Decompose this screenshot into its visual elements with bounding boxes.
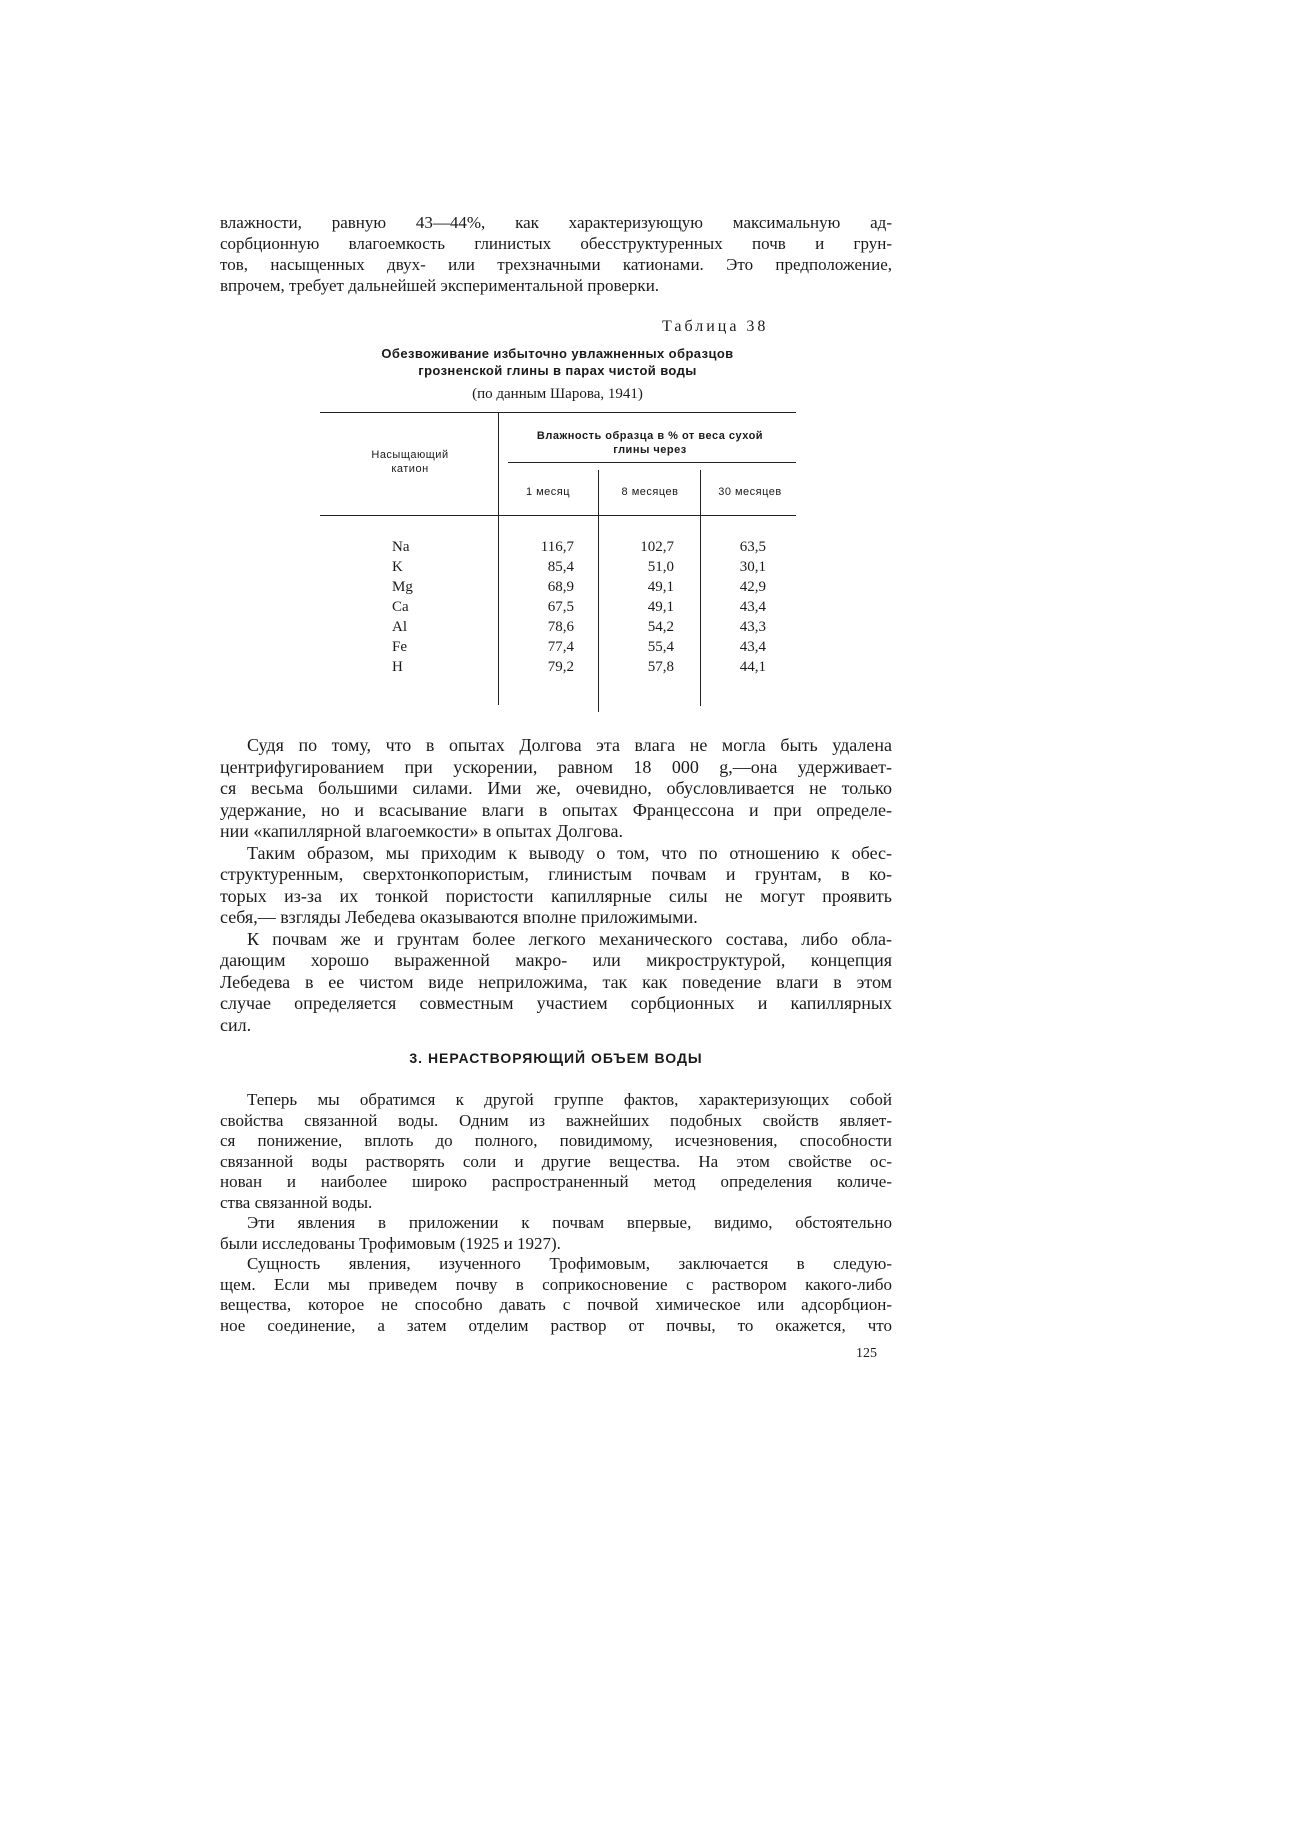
table-cell: 43,3: [739, 619, 766, 635]
table-title-line: грозненской глины в парах чистой воды: [418, 363, 697, 378]
table-cell: 78,6: [547, 619, 574, 635]
table-row-header-line: Насыщающий: [371, 449, 449, 461]
table-column-rule: [498, 412, 499, 705]
table-column-header: 30 месяцев: [718, 486, 782, 498]
table-cell-cation: Ca: [392, 599, 409, 615]
text-line: случае определяется совместным участием сорбционных и капиллярных: [220, 993, 892, 1013]
text-line: связанной воды растворять соли и другие вещества. На этом свойстве ос-: [220, 1151, 892, 1171]
table-cell: 44,1: [739, 659, 766, 675]
table-header-bottom-rule: [320, 515, 796, 516]
table-cell: 42,9: [739, 579, 766, 595]
table-cell: 57,8: [647, 659, 674, 675]
table-caption: Таблица 38: [662, 318, 769, 335]
text-line: К почвам же и грунтам более легкого механического состава, либо обла-: [247, 928, 892, 949]
text-line: Сущность явления, изученного Трофимовым, заключается в следую-: [247, 1254, 892, 1273]
text-line: ся весьма большими силами. Ими же, очевидно, обусловливается не только: [220, 778, 892, 798]
text-line: ное соединение, а затем отделим раствор от почвы, то окажется, что: [220, 1315, 892, 1335]
table-group-header-line: глины через: [613, 444, 687, 456]
text-line: Эти явления в приложении к почвам впервые, видимо, обстоятельно: [247, 1213, 892, 1232]
table-cell: 68,9: [547, 579, 574, 595]
table-cell: 43,4: [739, 599, 766, 615]
text-line: сил.: [220, 1014, 252, 1035]
text-line: сорбционную влагоемкость глинистых обесструктуренных почв и грун-: [220, 234, 892, 253]
table-top-rule: [320, 412, 796, 413]
body-text: [220, 735, 892, 1036]
table-cell-cation: K: [392, 559, 403, 575]
section-heading: 3. НЕРАСТВОРЯЮЩИЙ ОБЪЕМ ВОДЫ: [409, 1050, 703, 1066]
table-group-header: [505, 429, 795, 457]
table-cell: 77,4: [547, 639, 574, 655]
text-line: были исследованы Трофимовым (1925 и 1927).: [220, 1233, 561, 1253]
text-line: себя,— взгляды Лебедева оказываются вполне приложимыми.: [220, 907, 698, 927]
table-cell-cation: Fe: [392, 639, 407, 655]
text-line: ся понижение, вплоть до полного, повидимому, исчезновения, способности: [220, 1131, 892, 1150]
page-number: 125: [856, 1346, 877, 1361]
table-subheader-rule: [508, 462, 796, 463]
text-line: торых из-за их тонкой пористости капиллярные силы не могут проявить: [220, 885, 892, 906]
table-cell: 116,7: [540, 539, 574, 555]
table-source: (по данным Шарова, 1941): [472, 386, 643, 402]
table-cell: 49,1: [647, 599, 674, 615]
table-row-header-line: катион: [391, 463, 429, 475]
table-column-rule: [598, 470, 599, 712]
text-line: ства связанной воды.: [220, 1192, 373, 1212]
text-line: нован и наиболее широко распространенный метод определения количе-: [220, 1172, 892, 1191]
text-line: центрифугированием при ускорении, равном 18 000 g,—она удерживает-: [220, 756, 892, 777]
table-title-line: Обезвоживание избыточно увлажненных образцов: [381, 346, 734, 361]
table-group-header-line: Влажность образца в % от веса сухой: [536, 430, 764, 442]
table-column-header: 8 месяцев: [621, 486, 679, 498]
table-cell-cation: Al: [392, 619, 407, 635]
text-line: нии «капиллярной влагоемкости» в опытах Долгова.: [220, 821, 623, 841]
text-line: удержание, но и всасывание влаги в опытах Францессона и при определе-: [220, 799, 892, 820]
table-cell-cation: Na: [392, 539, 410, 555]
table-cell: 79,2: [547, 659, 574, 675]
table-cell: 30,1: [739, 559, 766, 575]
table-cell: 49,1: [647, 579, 674, 595]
table-column-rule: [700, 470, 701, 706]
text-line: щем. Если мы приведем почву в соприкосновение с раствором какого-либо: [220, 1274, 892, 1294]
table-column-header: 1 месяц: [525, 486, 571, 498]
text-line: свойства связанной воды. Одним из важнейших подобных свойств являет-: [220, 1110, 892, 1130]
text-line: влажности, равную 43—44%, как характеризующую максимальную ад-: [220, 213, 892, 232]
text-line: впрочем, требует дальнейшей экспериментальной проверки.: [220, 276, 660, 295]
text-line: Лебедева в ее чистом виде неприложима, так как поведение влаги в этом: [220, 971, 892, 992]
table-cell: 51,0: [647, 559, 674, 575]
table-cell: 102,7: [640, 539, 674, 555]
table-title: [320, 345, 795, 379]
text-line: тов, насыщенных двух- или трехзначными катионами. Это предположение,: [220, 255, 892, 274]
table-cell: 85,4: [547, 559, 574, 575]
table-cell: 54,2: [647, 619, 674, 635]
text-line: вещества, которое не способно давать с почвой химическое или адсорбцион-: [220, 1295, 892, 1314]
text-line: Таким образом, мы приходим к выводу о том, что по отношению к обес-: [247, 842, 892, 863]
text-line: дающим хорошо выраженной макро- или микроструктурой, концепция: [220, 950, 892, 970]
table-row-header: [330, 448, 490, 476]
section-text: [220, 1090, 892, 1336]
table-cell: 55,4: [647, 639, 674, 655]
table-cell: 43,4: [739, 639, 766, 655]
text-line: Судя по тому, что в опытах Долгова эта влага не могла быть удалена: [247, 735, 892, 755]
table-cell: 63,5: [739, 539, 766, 555]
table-cell-cation: Mg: [392, 579, 413, 595]
table-cell-cation: H: [392, 659, 403, 675]
text-line: Теперь мы обратимся к другой группе фактов, характеризующих собой: [247, 1090, 892, 1109]
text-line: структуренным, сверхтонкопористым, глинистым почвам и грунтам, в ко-: [220, 864, 892, 884]
intro-paragraph: [220, 212, 892, 296]
table-cell: 67,5: [547, 599, 574, 615]
